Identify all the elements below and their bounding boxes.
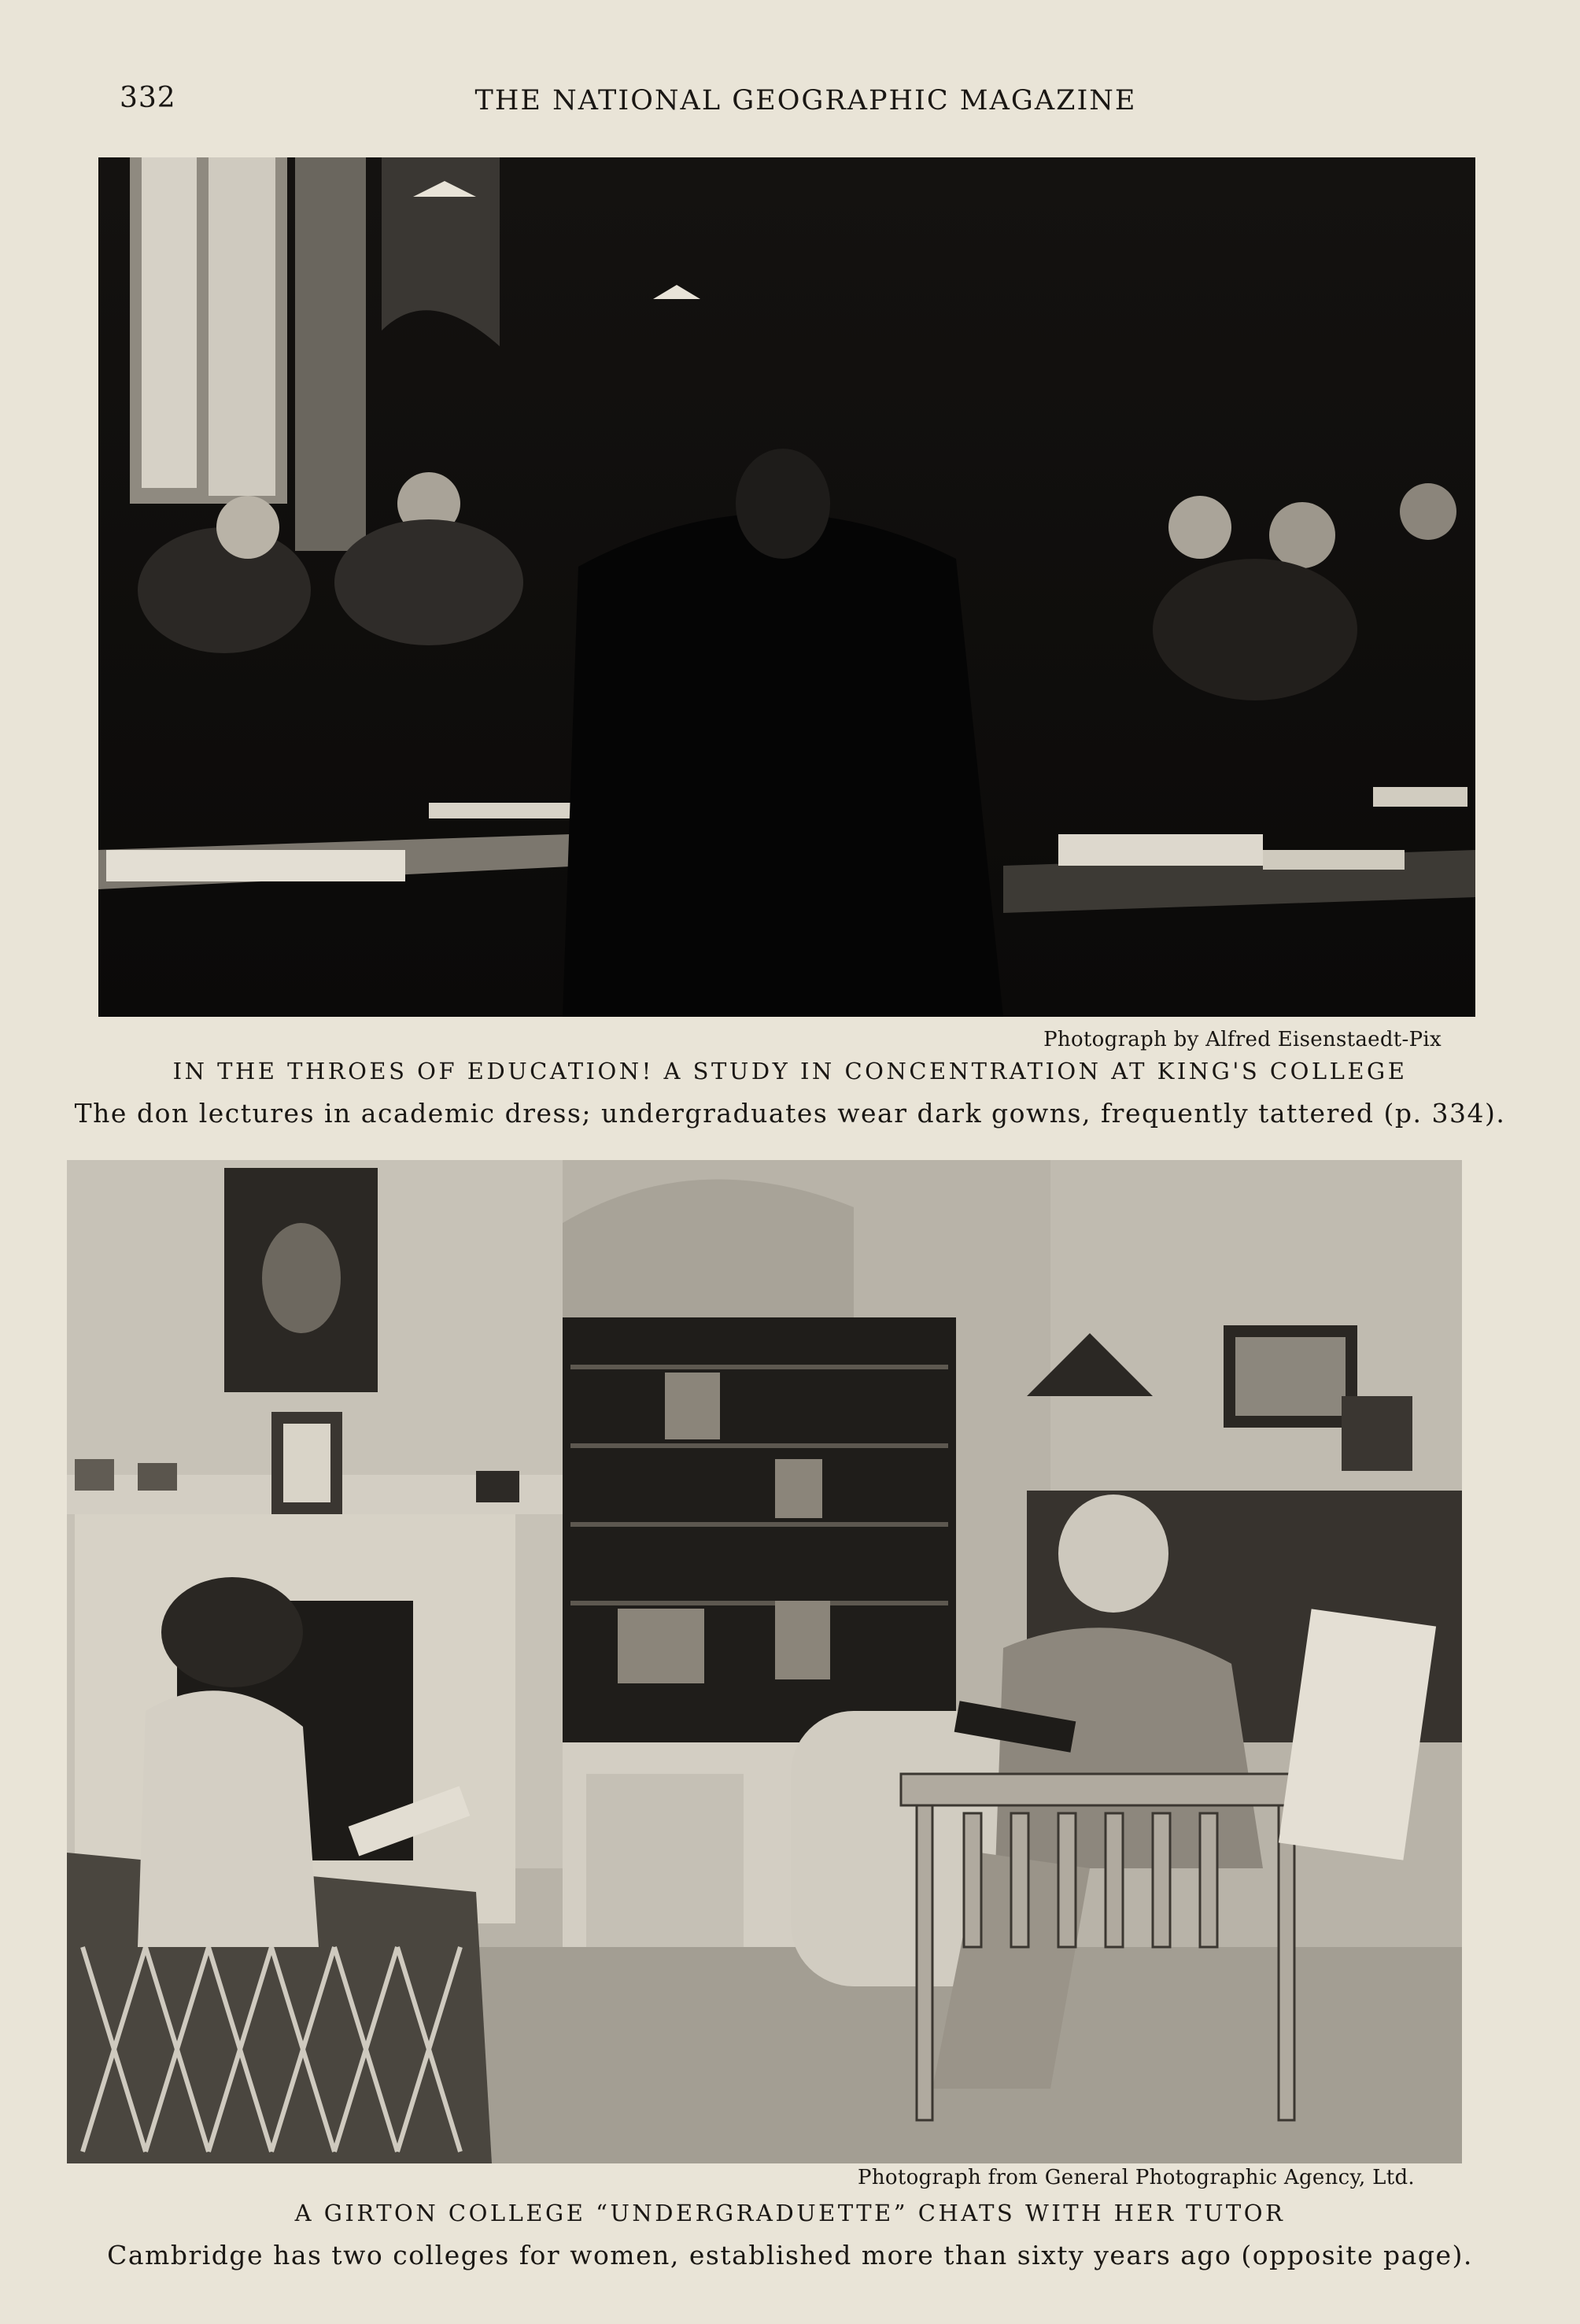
photo-credit-bottom: Photograph from General Photographic Agency, Ltd. xyxy=(858,2166,1415,2189)
caption-title-bottom: A GIRTON COLLEGE “UNDERGRADUETTE” CHATS WITH HER TUTOR xyxy=(294,2200,1286,2226)
page-number: 332 xyxy=(120,82,176,114)
caption-title-top: IN THE THROES OF EDUCATION! A STUDY IN CONCENTRATION AT KING'S COLLEGE xyxy=(172,1058,1408,1084)
lecture-hall-photo xyxy=(98,157,1475,1017)
girton-room-photo xyxy=(67,1160,1462,2163)
running-head: THE NATIONAL GEOGRAPHIC MAGAZINE xyxy=(474,85,1137,116)
caption-text-bottom: Cambridge has two colleges for women, established more than sixty years ago (opposite page). xyxy=(107,2240,1473,2270)
photo-credit-top: Photograph by Alfred Eisenstaedt-Pix xyxy=(1043,1028,1442,1051)
caption-text-top: The don lectures in academic dress; undergraduates wear dark gowns, frequently tattered (p. 334). xyxy=(74,1098,1506,1129)
